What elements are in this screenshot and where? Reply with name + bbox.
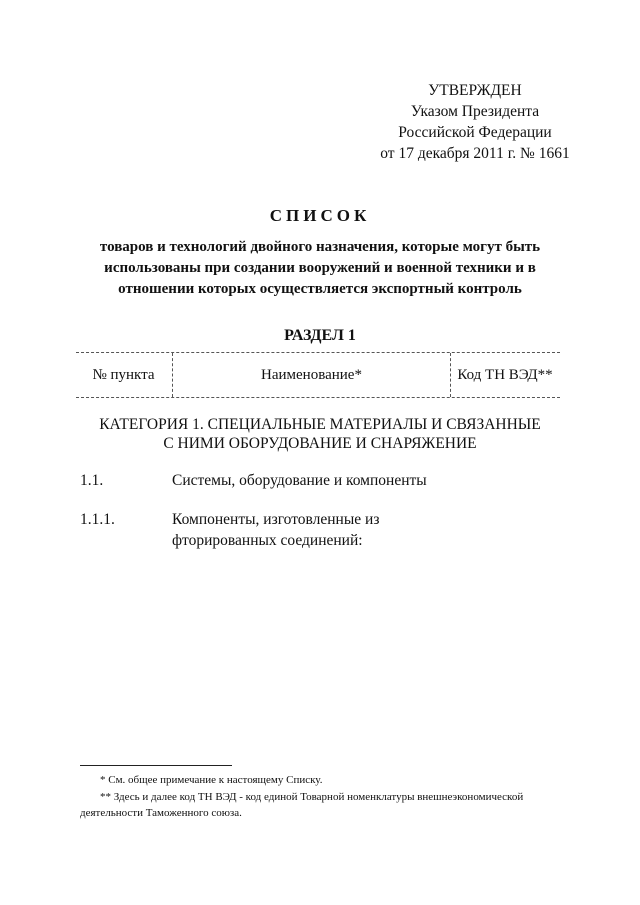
category-heading-line1: КАТЕГОРИЯ 1. СПЕЦИАЛЬНЫЕ МАТЕРИАЛЫ И СВЯЗАННЫЕ: [99, 416, 541, 433]
document-title: СПИСОК: [269, 206, 371, 225]
item-text: Системы, оборудование и компоненты: [172, 472, 427, 489]
table-header: [76, 352, 560, 398]
approval-status: УТВЕРЖДЕН: [428, 82, 522, 99]
footnote: * См. общее примечание к настоящему Списку.: [100, 774, 323, 786]
section-title: РАЗДЕЛ 1: [284, 327, 356, 344]
footnote-divider: [80, 765, 232, 766]
item-number: 1.1.1.: [80, 511, 115, 528]
approval-authority: Указом Президента: [410, 103, 540, 120]
document-subtitle: товаров и технологий двойного назначения, которые могут быть использованы при создании вооружений и военной техники и в отношении которых осуществляется экспортный контроль: [99, 239, 541, 297]
column-header-number: № пункта: [92, 367, 155, 383]
category-heading-line2: С НИМИ ОБОРУДОВАНИЕ И СНАРЯЖЕНИЕ: [163, 435, 477, 452]
item-number: 1.1.: [80, 472, 104, 489]
column-header-name: Наименование*: [172, 353, 451, 397]
approval-country: Российской Федерации: [398, 124, 552, 141]
column-header-code: Код ТН ВЭД**: [457, 367, 553, 383]
footnote: ** Здесь и далее код ТН ВЭД - код единой Товарной номенклатуры внешнеэкономической деятельности Таможенного союза.: [80, 791, 524, 819]
approval-block: [370, 80, 580, 164]
item-text: Компоненты, изготовленные из фторированных соединений:: [172, 511, 380, 549]
approval-date: от 17 декабря 2011 г. № 1661: [380, 145, 570, 162]
category-heading: [60, 415, 580, 453]
